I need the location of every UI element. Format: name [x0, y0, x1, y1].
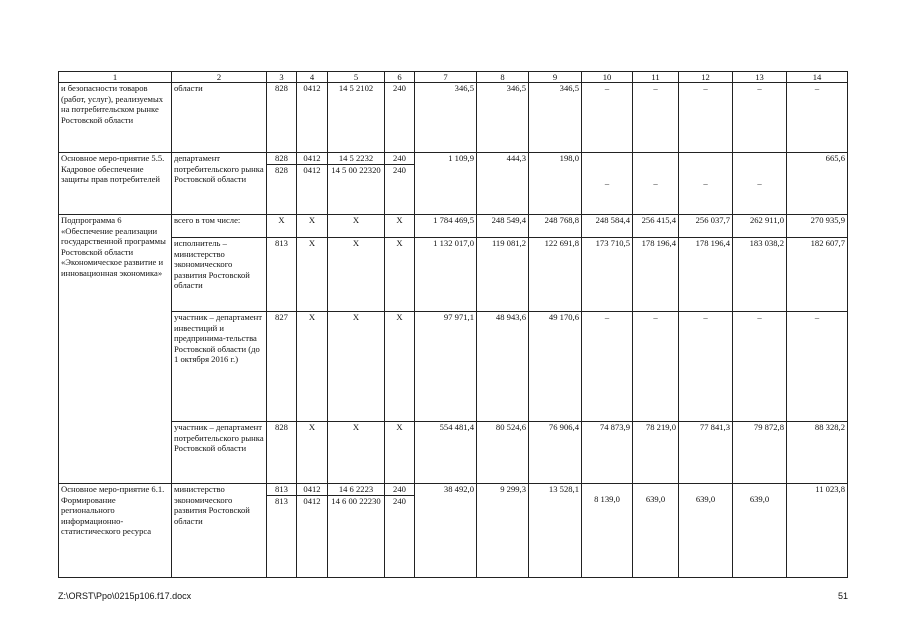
footer-file-path: Z:\ORST\Ppo\0215p106.f17.docx [58, 591, 192, 601]
col-header: 11 [633, 72, 679, 83]
cell-vr-new: 240 [385, 495, 414, 507]
cell-grbs: 828 [267, 422, 297, 484]
table-row [59, 484, 848, 578]
cell-program: Основное меро-приятие 6.1. Формирование регионального информационно-статистического ресурса [59, 484, 172, 578]
cell-vr: X [385, 238, 415, 312]
cell-vr: X [385, 422, 415, 484]
cell-value: 256 415,4 [633, 215, 679, 238]
cell-value: 178 196,4 [679, 238, 733, 312]
cell-grbs: 813 [267, 238, 297, 312]
cell-value: 248 768,8 [529, 215, 582, 238]
cell-csr: X [328, 215, 385, 238]
cell-value: 97 971,1 [415, 312, 477, 422]
cell-value: – [787, 83, 848, 153]
cell-value: 183 038,2 [733, 238, 787, 312]
cell-rzpr-old: 0412 [303, 484, 321, 494]
cell-program: Основное меро-приятие 5.5. Кадровое обеспечение защиты прав потребителей [59, 153, 172, 215]
cell-value: – [679, 83, 733, 153]
cell-program: Подпрограмма 6 «Обеспечение реализации государственной программы Ростовской области «Экономическое развитие и инновационная экономика» [59, 215, 172, 484]
cell-rzpr: X [297, 312, 328, 422]
cell-value: 248 549,4 [477, 215, 529, 238]
cell-value: 122 691,8 [529, 238, 582, 312]
cell-vr-old: 240 [393, 484, 406, 494]
cell-vr [385, 484, 415, 578]
cell-value: 346,5 [415, 83, 477, 153]
cell-csr [328, 484, 385, 578]
cell-value: 178 196,4 [633, 238, 679, 312]
cell-value: 79 872,8 [733, 422, 787, 484]
cell-rzpr-new: 0412 [297, 164, 327, 176]
cell-value: 8 139,0 [582, 484, 633, 578]
col-header: 10 [582, 72, 633, 83]
cell-value: – [582, 312, 633, 422]
cell-grbs-new: 813 [267, 495, 296, 507]
cell-value: – [679, 153, 733, 215]
cell-value: – [582, 83, 633, 153]
budget-table [58, 71, 848, 578]
table-row [59, 83, 848, 153]
footer-page-number: 51 [838, 591, 849, 601]
cell-csr-old: 14 5 2232 [338, 153, 374, 163]
cell-value: – [633, 153, 679, 215]
cell-value: 346,5 [529, 83, 582, 153]
cell-rzpr-new: 0412 [297, 495, 327, 507]
col-header: 12 [679, 72, 733, 83]
cell-grbs: X [267, 215, 297, 238]
cell-grbs [267, 484, 297, 578]
cell-rzpr: X [297, 238, 328, 312]
cell-vr: 240 [385, 83, 415, 153]
cell-vr-old: 240 [393, 153, 406, 163]
cell-csr [328, 153, 385, 215]
cell-executor: всего в том числе: [172, 215, 267, 238]
table-row [59, 312, 848, 422]
cell-executor: области [172, 83, 267, 153]
cell-executor: участник – департамент потребительского рынка Ростовской области [172, 422, 267, 484]
cell-rzpr: X [297, 215, 328, 238]
cell-value: – [733, 312, 787, 422]
cell-value: 1 109,9 [415, 153, 477, 215]
col-header: 7 [415, 72, 477, 83]
cell-csr: 14 5 2102 [328, 83, 385, 153]
col-header: 4 [297, 72, 328, 83]
cell-value: 88 328,2 [787, 422, 848, 484]
cell-vr-new: 240 [385, 164, 414, 176]
cell-value: 1 784 469,5 [415, 215, 477, 238]
header-row [59, 72, 848, 83]
cell-value: 256 037,7 [679, 215, 733, 238]
cell-grbs [267, 153, 297, 215]
cell-value: 346,5 [477, 83, 529, 153]
cell-csr-new: 14 5 00 22320 [328, 164, 384, 176]
cell-value: 270 935,9 [787, 215, 848, 238]
col-header: 9 [529, 72, 582, 83]
cell-value: – [582, 153, 633, 215]
col-header: 13 [733, 72, 787, 83]
cell-value: 76 906,4 [529, 422, 582, 484]
cell-value: 198,0 [529, 153, 582, 215]
cell-executor: участник – департамент инвестиций и предпринима-тельства Ростовской области (до 1 октября 2016 г.) [172, 312, 267, 422]
cell-value: 13 528,1 [529, 484, 582, 578]
cell-csr-old: 14 6 2223 [338, 484, 374, 494]
cell-value: – [733, 83, 787, 153]
col-header: 1 [59, 72, 172, 83]
table-row [59, 153, 848, 215]
cell-grbs-old: 813 [275, 484, 288, 494]
table-row [59, 238, 848, 312]
col-header: 14 [787, 72, 848, 83]
cell-rzpr [297, 484, 328, 578]
cell-csr: X [328, 238, 385, 312]
cell-csr: X [328, 312, 385, 422]
cell-vr [385, 153, 415, 215]
cell-rzpr [297, 153, 328, 215]
cell-grbs-old: 828 [275, 153, 288, 163]
cell-value: 9 299,3 [477, 484, 529, 578]
col-header: 3 [267, 72, 297, 83]
cell-value: 554 481,4 [415, 422, 477, 484]
cell-value: 444,3 [477, 153, 529, 215]
cell-vr: X [385, 215, 415, 238]
cell-program: и безопасности товаров (работ, услуг), реализуемых на потребительском рынке Ростовской области [59, 83, 172, 153]
cell-value: 78 219,0 [633, 422, 679, 484]
cell-value: 639,0 [679, 484, 733, 578]
cell-value: – [679, 312, 733, 422]
cell-value: 77 841,3 [679, 422, 733, 484]
table-row [59, 215, 848, 238]
cell-value: 80 524,6 [477, 422, 529, 484]
cell-value: 665,6 [787, 153, 848, 215]
cell-value: 11 023,8 [787, 484, 848, 578]
cell-rzpr: X [297, 422, 328, 484]
cell-value: – [633, 83, 679, 153]
cell-value: 639,0 [633, 484, 679, 578]
cell-value: 49 170,6 [529, 312, 582, 422]
cell-executor: департамент потребительского рынка Ростовской области [172, 153, 267, 215]
cell-value: 262 911,0 [733, 215, 787, 238]
cell-value: – [633, 312, 679, 422]
cell-executor: исполнитель – министерство экономического развития Ростовской области [172, 238, 267, 312]
cell-value: 74 873,9 [582, 422, 633, 484]
cell-rzpr: 0412 [297, 83, 328, 153]
col-header: 5 [328, 72, 385, 83]
cell-value: 248 584,4 [582, 215, 633, 238]
col-header: 2 [172, 72, 267, 83]
cell-value: 639,0 [733, 484, 787, 578]
cell-value: 182 607,7 [787, 238, 848, 312]
table-row [59, 422, 848, 484]
cell-csr-new: 14 6 00 22230 [328, 495, 384, 507]
cell-vr: X [385, 312, 415, 422]
cell-value: 119 081,2 [477, 238, 529, 312]
cell-value: 1 132 017,0 [415, 238, 477, 312]
cell-value: – [787, 312, 848, 422]
cell-executor: министерство экономического развития Ростовской области [172, 484, 267, 578]
cell-grbs: 828 [267, 83, 297, 153]
cell-value: – [733, 153, 787, 215]
cell-csr: X [328, 422, 385, 484]
col-header: 6 [385, 72, 415, 83]
cell-value: 173 710,5 [582, 238, 633, 312]
cell-value: 38 492,0 [415, 484, 477, 578]
cell-rzpr-old: 0412 [303, 153, 321, 163]
cell-value: 48 943,6 [477, 312, 529, 422]
cell-grbs: 827 [267, 312, 297, 422]
cell-grbs-new: 828 [267, 164, 296, 176]
col-header: 8 [477, 72, 529, 83]
